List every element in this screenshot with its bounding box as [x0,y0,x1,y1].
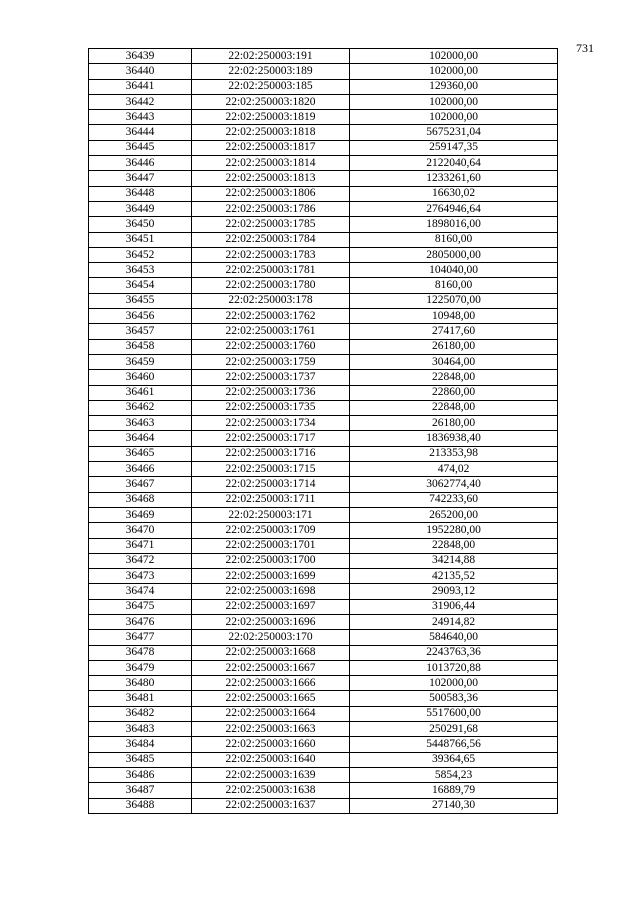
value-cell: 42135,52 [350,569,558,584]
cadastral-number-cell: 22:02:250003:1761 [192,324,350,339]
row-number-cell: 36457 [89,324,192,339]
table-row [89,354,558,369]
row-number-cell: 36444 [89,125,192,140]
cadastral-number-cell: 22:02:250003:1814 [192,156,350,171]
cadastral-number-cell: 22:02:250003:1716 [192,446,350,461]
table-row [89,599,558,614]
cadastral-number-cell: 22:02:250003:1638 [192,783,350,798]
row-number-cell: 36481 [89,691,192,706]
cadastral-number-cell: 22:02:250003:1711 [192,492,350,507]
row-number-cell: 36460 [89,370,192,385]
table-row [89,676,558,691]
cadastral-number-cell: 22:02:250003:171 [192,507,350,522]
table-row [89,79,558,94]
cadastral-number-cell: 22:02:250003:1783 [192,247,350,262]
value-cell: 22860,00 [350,385,558,400]
value-cell: 5517600,00 [350,706,558,721]
value-cell: 31906,44 [350,599,558,614]
cadastral-number-cell: 22:02:250003:1637 [192,798,350,813]
row-number-cell: 36451 [89,232,192,247]
value-cell: 2764946,64 [350,201,558,216]
value-cell: 34214,88 [350,553,558,568]
cadastral-number-cell: 22:02:250003:1806 [192,186,350,201]
row-number-cell: 36453 [89,263,192,278]
table-row [89,446,558,461]
table-row [89,217,558,232]
value-cell: 29093,12 [350,584,558,599]
cadastral-number-cell: 22:02:250003:1640 [192,752,350,767]
row-number-cell: 36449 [89,201,192,216]
value-cell: 27140,30 [350,798,558,813]
row-number-cell: 36443 [89,110,192,125]
value-cell: 27417,60 [350,324,558,339]
row-number-cell: 36482 [89,706,192,721]
row-number-cell: 36455 [89,293,192,308]
table-row [89,798,558,813]
value-cell: 1836938,40 [350,431,558,446]
table-row [89,324,558,339]
value-cell: 104040,00 [350,263,558,278]
cadastral-number-cell: 22:02:250003:1734 [192,416,350,431]
value-cell: 102000,00 [350,94,558,109]
value-cell: 10948,00 [350,309,558,324]
value-cell: 22848,00 [350,538,558,553]
row-number-cell: 36487 [89,783,192,798]
row-number-cell: 36448 [89,186,192,201]
cadastral-number-cell: 22:02:250003:1667 [192,660,350,675]
value-cell: 102000,00 [350,49,558,64]
cadastral-number-cell: 22:02:250003:1717 [192,431,350,446]
value-cell: 30464,00 [350,354,558,369]
table-row [89,416,558,431]
table-row [89,140,558,155]
cadastral-number-cell: 22:02:250003:1660 [192,737,350,752]
row-number-cell: 36439 [89,49,192,64]
table-row [89,278,558,293]
value-cell: 2805000,00 [350,247,558,262]
table-row [89,186,558,201]
table-row [89,462,558,477]
row-number-cell: 36459 [89,354,192,369]
row-number-cell: 36442 [89,94,192,109]
row-number-cell: 36471 [89,538,192,553]
table-row [89,630,558,645]
row-number-cell: 36461 [89,385,192,400]
row-number-cell: 36484 [89,737,192,752]
table-row [89,538,558,553]
row-number-cell: 36478 [89,645,192,660]
row-number-cell: 36466 [89,462,192,477]
cadastral-number-cell: 22:02:250003:1666 [192,676,350,691]
table-row [89,156,558,171]
value-cell: 102000,00 [350,64,558,79]
value-cell: 213353,98 [350,446,558,461]
cadastral-number-cell: 22:02:250003:1735 [192,400,350,415]
row-number-cell: 36456 [89,309,192,324]
row-number-cell: 36452 [89,247,192,262]
value-cell: 1952280,00 [350,523,558,538]
cadastral-number-cell: 22:02:250003:1760 [192,339,350,354]
value-cell: 5448766,56 [350,737,558,752]
value-cell: 129360,00 [350,79,558,94]
table-row [89,752,558,767]
value-cell: 102000,00 [350,676,558,691]
row-number-cell: 36441 [89,79,192,94]
row-number-cell: 36473 [89,569,192,584]
value-cell: 22848,00 [350,400,558,415]
row-number-cell: 36447 [89,171,192,186]
value-cell: 1225070,00 [350,293,558,308]
cadastral-number-cell: 22:02:250003:1639 [192,767,350,782]
table-row [89,614,558,629]
cadastral-number-cell: 22:02:250003:1701 [192,538,350,553]
cadastral-number-cell: 22:02:250003:1785 [192,217,350,232]
cadastral-number-cell: 22:02:250003:1819 [192,110,350,125]
table-row [89,645,558,660]
value-cell: 500583,36 [350,691,558,706]
cadastral-number-cell: 22:02:250003:1820 [192,94,350,109]
row-number-cell: 36464 [89,431,192,446]
value-cell: 584640,00 [350,630,558,645]
value-cell: 24914,82 [350,614,558,629]
table-row [89,49,558,64]
table-row [89,492,558,507]
row-number-cell: 36483 [89,722,192,737]
row-number-cell: 36477 [89,630,192,645]
value-cell: 5675231,04 [350,125,558,140]
cadastral-number-cell: 22:02:250003:1817 [192,140,350,155]
value-cell: 26180,00 [350,339,558,354]
page-number: 731 [576,41,594,55]
table-row [89,553,558,568]
cadastral-number-cell: 22:02:250003:1697 [192,599,350,614]
cadastral-number-cell: 22:02:250003:1709 [192,523,350,538]
table-row [89,171,558,186]
row-number-cell: 36470 [89,523,192,538]
table-row [89,569,558,584]
cadastral-number-cell: 22:02:250003:1780 [192,278,350,293]
table-row [89,507,558,522]
value-cell: 250291,68 [350,722,558,737]
table-row [89,247,558,262]
row-number-cell: 36486 [89,767,192,782]
row-number-cell: 36475 [89,599,192,614]
row-number-cell: 36474 [89,584,192,599]
cadastral-number-cell: 22:02:250003:185 [192,79,350,94]
cadastral-number-cell: 22:02:250003:170 [192,630,350,645]
value-cell: 265200,00 [350,507,558,522]
table-row [89,232,558,247]
registry-table-body [89,49,558,814]
cadastral-number-cell: 22:02:250003:1714 [192,477,350,492]
row-number-cell: 36465 [89,446,192,461]
table-row [89,201,558,216]
row-number-cell: 36469 [89,507,192,522]
row-number-cell: 36468 [89,492,192,507]
table-row [89,660,558,675]
value-cell: 8160,00 [350,278,558,293]
cadastral-number-cell: 22:02:250003:1781 [192,263,350,278]
table-row [89,400,558,415]
cadastral-number-cell: 22:02:250003:191 [192,49,350,64]
table-row [89,584,558,599]
row-number-cell: 36440 [89,64,192,79]
cadastral-number-cell: 22:02:250003:1737 [192,370,350,385]
table-row [89,767,558,782]
table-row [89,523,558,538]
cadastral-number-cell: 22:02:250003:1663 [192,722,350,737]
table-row [89,110,558,125]
cadastral-number-cell: 22:02:250003:1698 [192,584,350,599]
row-number-cell: 36463 [89,416,192,431]
registry-table [88,48,558,814]
value-cell: 39364,65 [350,752,558,767]
cadastral-number-cell: 22:02:250003:1699 [192,569,350,584]
table-row [89,431,558,446]
value-cell: 474,02 [350,462,558,477]
row-number-cell: 36450 [89,217,192,232]
table-row [89,706,558,721]
value-cell: 102000,00 [350,110,558,125]
row-number-cell: 36488 [89,798,192,813]
value-cell: 8160,00 [350,232,558,247]
cadastral-number-cell: 22:02:250003:1784 [192,232,350,247]
cadastral-number-cell: 22:02:250003:1813 [192,171,350,186]
row-number-cell: 36458 [89,339,192,354]
table-row [89,385,558,400]
row-number-cell: 36479 [89,660,192,675]
row-number-cell: 36446 [89,156,192,171]
table-row [89,125,558,140]
table-row [89,691,558,706]
value-cell: 2122040,64 [350,156,558,171]
cadastral-number-cell: 22:02:250003:1700 [192,553,350,568]
value-cell: 16889,79 [350,783,558,798]
row-number-cell: 36467 [89,477,192,492]
table-row [89,477,558,492]
row-number-cell: 36462 [89,400,192,415]
value-cell: 1233261,60 [350,171,558,186]
table-row [89,737,558,752]
cadastral-number-cell: 22:02:250003:1759 [192,354,350,369]
value-cell: 26180,00 [350,416,558,431]
table-row [89,783,558,798]
cadastral-number-cell: 22:02:250003:189 [192,64,350,79]
value-cell: 742233,60 [350,492,558,507]
value-cell: 22848,00 [350,370,558,385]
row-number-cell: 36480 [89,676,192,691]
row-number-cell: 36476 [89,614,192,629]
value-cell: 1013720,88 [350,660,558,675]
table-row [89,64,558,79]
table-row [89,339,558,354]
cadastral-number-cell: 22:02:250003:1668 [192,645,350,660]
row-number-cell: 36445 [89,140,192,155]
value-cell: 3062774,40 [350,477,558,492]
cadastral-number-cell: 22:02:250003:1696 [192,614,350,629]
table-row [89,309,558,324]
table-row [89,370,558,385]
table-row [89,293,558,308]
cadastral-number-cell: 22:02:250003:1664 [192,706,350,721]
row-number-cell: 36485 [89,752,192,767]
value-cell: 1898016,00 [350,217,558,232]
value-cell: 16630,02 [350,186,558,201]
table-row [89,263,558,278]
cadastral-number-cell: 22:02:250003:1715 [192,462,350,477]
row-number-cell: 36454 [89,278,192,293]
cadastral-number-cell: 22:02:250003:1818 [192,125,350,140]
table-row [89,94,558,109]
value-cell: 5854,23 [350,767,558,782]
value-cell: 259147,35 [350,140,558,155]
cadastral-number-cell: 22:02:250003:1762 [192,309,350,324]
table-row [89,722,558,737]
row-number-cell: 36472 [89,553,192,568]
cadastral-number-cell: 22:02:250003:1786 [192,201,350,216]
value-cell: 2243763,36 [350,645,558,660]
cadastral-number-cell: 22:02:250003:1665 [192,691,350,706]
cadastral-number-cell: 22:02:250003:1736 [192,385,350,400]
cadastral-number-cell: 22:02:250003:178 [192,293,350,308]
